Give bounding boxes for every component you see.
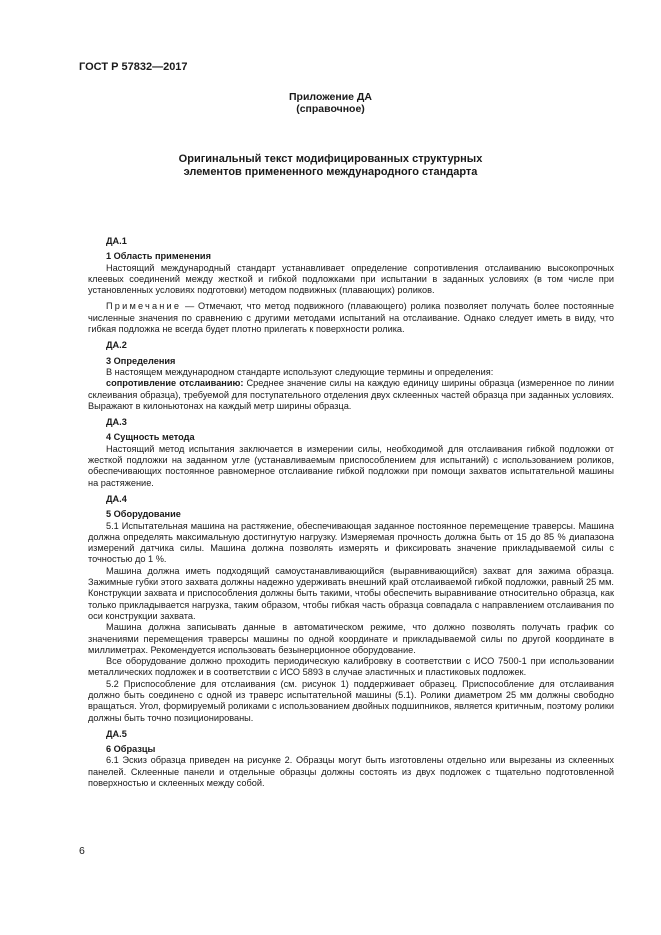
definition-text: Среднее значение силы на каждую единицу ширины образца (измеренное по линии склеивания образца), требуемой для поступательного отделения двух склеенных частей образца при заданных условиях. Выражают в килоньютонах на каждый метр ширины образца. <box>88 378 614 411</box>
term: сопротивление отслаиванию: <box>106 378 244 389</box>
annex-title-line: Оригинальный текст модифицированных структурных <box>178 153 483 165</box>
section-title: 6 Образцы <box>106 744 156 755</box>
note-label: Примечание <box>106 301 182 312</box>
annex-label: Приложение ДА <box>289 91 372 103</box>
paragraph: Все оборудование должно проходить периодическую калибровку в соответствии с ИСО 7500-1 при использовании металлических подложек и в соответствии с ИСО 5893 в случае эластичных и пластиковых подложек. <box>88 656 614 678</box>
section-title: 5 Оборудование <box>106 509 181 520</box>
paragraph: В настоящем международном стандарте используют следующие термины и определения: <box>106 366 494 377</box>
note-paragraph <box>88 301 614 335</box>
annex-title-line: элементов примененного международного стандарта <box>183 166 478 178</box>
document-header: ГОСТ Р 57832—2017 <box>79 61 188 73</box>
annex-kind: (справочное) <box>296 103 365 115</box>
section-title: 4 Сущность метода <box>106 432 195 443</box>
page-number: 6 <box>79 845 85 857</box>
section-id: ДА.3 <box>106 417 127 428</box>
annex-label-block <box>0 91 661 115</box>
paragraph: 5.1 Испытательная машина на растяжение, обеспечивающая заданное постоянное перемещение траверсы. Машина должна определять максимальную достигнутую нагрузку. Измеряемая прочность должна быть от 15 до 85 % диапазона измерений датчика силы. Машина должна позволять измерять и фиксировать значение прикладываемой силы с точностью до 1 %. <box>88 520 614 565</box>
section-id: ДА.5 <box>106 728 127 739</box>
section-title: 1 Область применения <box>106 251 211 262</box>
note-text: — Отмечают, что метод подвижного (плавающего) ролика позволяет получать более постоянные численные значения по сравнению с другими методами испытаний на отслаивание. Однако следует иметь в виду, что гибкая подложка не всегда будет плотно прилегать к поверхности ролика. <box>88 301 614 335</box>
section-id: ДА.2 <box>106 340 127 351</box>
section-title: 3 Определения <box>106 355 176 366</box>
paragraph: 5.2 Приспособление для отслаивания (см. рисунок 1) поддерживает образец. Приспособление для отслаивания должно быть соединено с одной из траверс испытательной машины (5.1). Ролики диаметром 25 мм должны свободно вращаться. Угол, формируемый роликами с использованием двойных подшипников, является критичным, поэтому ролики должны быть точно позиционированы. <box>88 678 614 723</box>
definition-paragraph <box>88 378 614 412</box>
document-body <box>88 236 614 789</box>
paragraph: Машина должна записывать данные в автоматическом режиме, что должно позволять получать график со значениями перемещения траверсы машины по одной координате и прикладываемой силы по другой координате в миллиметрах. Рекомендуется использовать безынерционное оборудование. <box>88 622 614 655</box>
paragraph: Настоящий международный стандарт устанавливает определение сопротивления отслаиванию высокопрочных клеевых соединений между жесткой и гибкой подложками при испытании в заданных условиях (в том числе при установленных условиях подготовки) методом подвижных (плавающих) роликов. <box>88 262 614 296</box>
paragraph: Машина должна иметь подходящий самоустанавливающийся (выравнивающийся) захват для зажима образца. Зажимные губки этого захвата должны надежно удерживать внешний край отслаиваемой гибкой подложки, равный 25 мм. Конструкции захвата и приспособления должны быть такими, чтобы обеспечить выравнивание относительно образца, как только прикладывается нагрузка, таким образом, чтобы гибкая часть образца совпадала с направлением отслаивания по оси конструкции захвата. <box>88 565 614 621</box>
annex-title <box>0 153 661 179</box>
paragraph: 6.1 Эскиз образца приведен на рисунке 2. Образцы могут быть изготовлены отдельно или вырезаны из склеенных панелей. Склеенные панели и отдельные образцы должны состоять из двух подложек с тщательно подготовленной поверхностью и склеенных между собой. <box>88 755 614 789</box>
section-id: ДА.1 <box>106 236 127 246</box>
paragraph: Настоящий метод испытания заключается в измерении силы, необходимой для отслаивания гибкой подложки от жесткой подложки на заданном угле (устанавливаемым приспособлением для испытаний) с использованием роликов, обеспечивающих постоянное равномерное отслаивание гибкой подложки при помощи захватов испытательной машины на растяжение. <box>88 443 614 488</box>
section-id: ДА.4 <box>106 493 127 504</box>
